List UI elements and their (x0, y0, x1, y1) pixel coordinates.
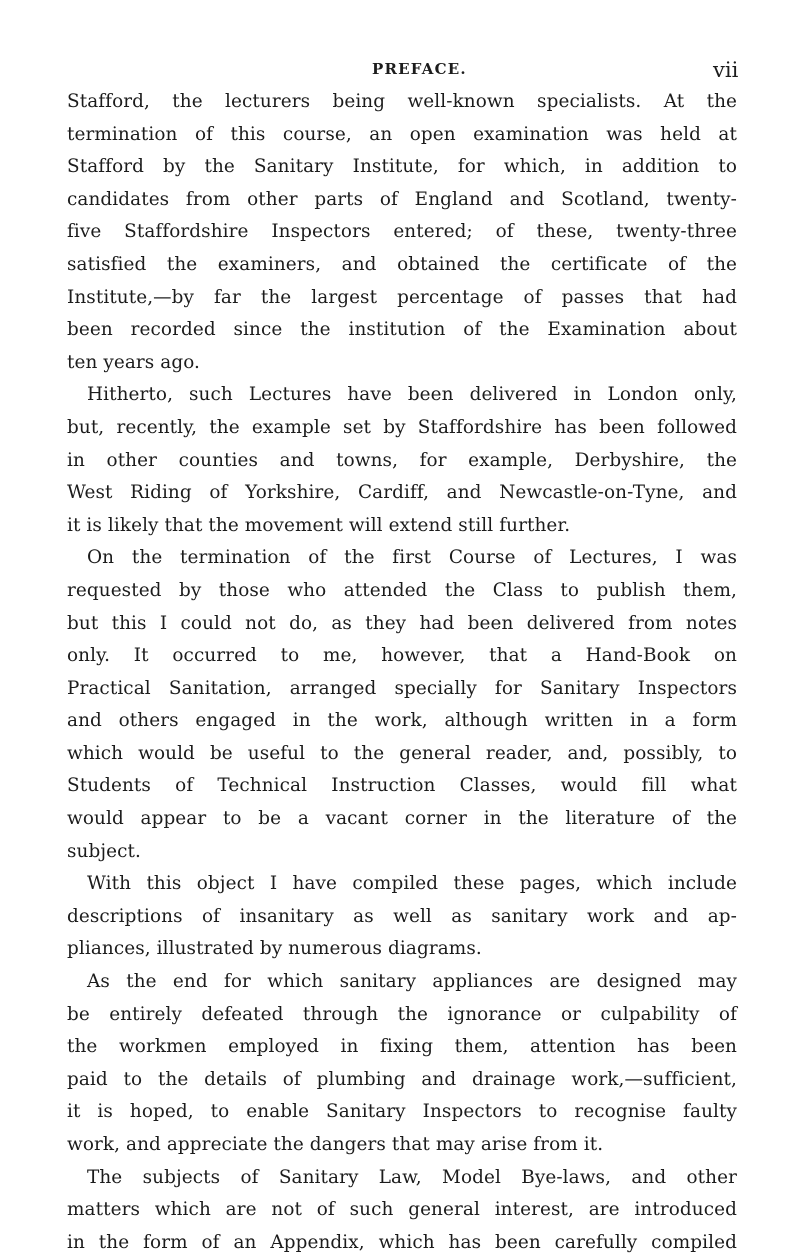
running-head: PREFACE. (372, 60, 467, 78)
text-line: The subjects of Sanitary Law, Model Bye-laws, and other (87, 1166, 737, 1188)
text-line: descriptions of insanitary as well as sanitary work and ap- (67, 905, 737, 927)
text-line: Institute,—by far the largest percentage of passes that had (67, 286, 737, 308)
text-line: it is hoped, to enable Sanitary Inspectors to recognise faulty (67, 1101, 737, 1123)
text-line: Stafford, the lecturers being well-known specialists. At the (67, 91, 737, 112)
text-line: in the form of an Appendix, which has been carefully compiled (67, 1231, 737, 1253)
text-line: which would be useful to the general reader, and, possibly, to (67, 742, 737, 764)
text-line: requested by those who attended the Class to publish them, (67, 579, 737, 601)
text-line: Hitherto, such Lectures have been delivered in London only, (87, 384, 737, 406)
text-line: matters which are not of such general interest, are introduced (67, 1199, 737, 1221)
text-line: been recorded since the institution of the Examination about (67, 319, 737, 341)
preface-body-text (67, 86, 737, 1259)
text-line: pliances, illustrated by numerous diagrams. (67, 938, 482, 960)
text-line: As the end for which sanitary appliances are designed may (87, 971, 737, 993)
text-line: five Staffordshire Inspectors entered; of these, twenty-three (67, 221, 737, 243)
text-line: candidates from other parts of England and Scotland, twenty- (67, 188, 737, 210)
text-line: paid to the details of plumbing and drainage work,—sufficient, (67, 1068, 737, 1090)
text-line: West Riding of Yorkshire, Cardiff, and Newcastle-on-Tyne, and (67, 482, 737, 504)
text-line: satisfied the examiners, and obtained the certificate of the (67, 253, 737, 275)
text-line: Stafford by the Sanitary Institute, for which, in addition to (67, 156, 737, 178)
page-number: vii (713, 58, 739, 82)
text-line: but, recently, the example set by Staffordshire has been followed (67, 416, 737, 438)
text-line: the workmen employed in fixing them, attention has been (67, 1036, 737, 1058)
text-line: but this I could not do, as they had been delivered from notes (67, 612, 737, 634)
text-line: Students of Technical Instruction Classes, would fill what (67, 775, 737, 797)
text-line: Practical Sanitation, arranged specially for Sanitary Inspectors (67, 677, 737, 699)
text-line: would appear to be a vacant corner in the literature of the (67, 808, 737, 830)
text-line: work, and appreciate the dangers that may arise from it. (67, 1134, 604, 1155)
text-line: and others engaged in the work, although written in a form (67, 710, 737, 732)
text-line: in other counties and towns, for example, Derbyshire, the (67, 449, 737, 471)
text-line: On the termination of the first Course of Lectures, I was (87, 547, 737, 569)
text-line: it is likely that the movement will extend still further. (67, 514, 571, 536)
text-line: only. It occurred to me, however, that a Hand-Book on (67, 645, 737, 667)
text-line: be entirely defeated through the ignorance or culpability of (67, 1003, 737, 1025)
text-line: With this object I have compiled these pages, which include (87, 873, 737, 895)
text-line: ten years ago. (67, 351, 201, 373)
text-line: subject. (67, 840, 141, 862)
text-line: termination of this course, an open examination was held at (67, 123, 737, 145)
